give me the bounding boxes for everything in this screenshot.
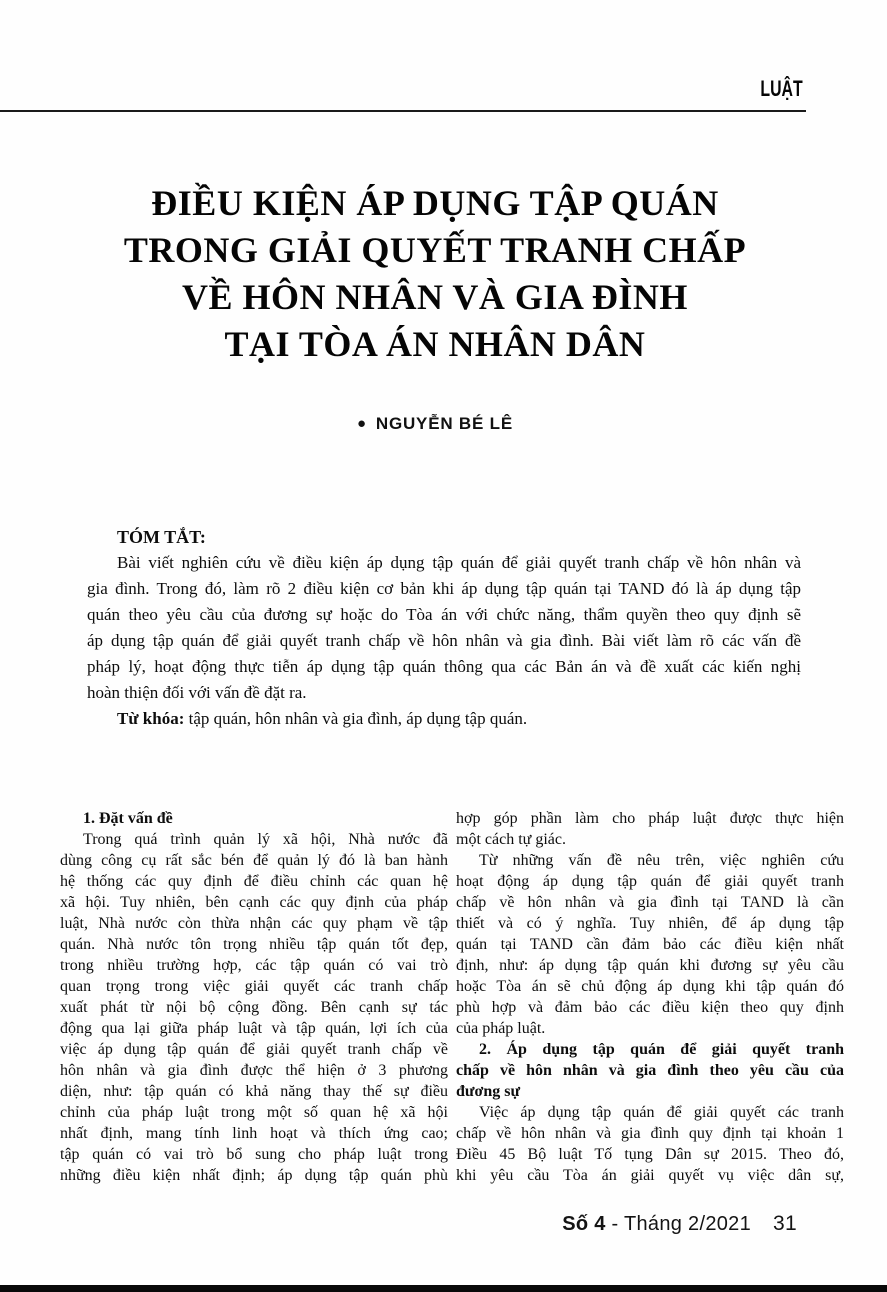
scan-bottom-edge [0,1285,887,1292]
page-number: 31 [773,1212,797,1235]
text-line: hoạt động áp dụng tập quán để giải quyết tranh [456,873,844,890]
text-line: định, như: áp dụng tập quán khi đương sự yêu cầu [456,957,844,974]
text-line: luật, Nhà nước còn thừa nhận các quy phạm về tập [60,915,448,932]
author-line [0,414,870,434]
keywords-text: tập quán, hôn nhân và gia đình, áp dụng tập quán. [184,709,528,728]
author-name: NGUYỄN BÉ LÊ [375,414,513,433]
header-rule [0,110,806,112]
text-line: chấp về hôn nhân và gia đình quy định tại khoản 1 [456,1125,844,1142]
text-line: 2. Áp dụng tập quán để giải quyết tranh [479,1041,844,1058]
text-line: của pháp luật. [456,1020,546,1037]
text-line: chấp về hôn nhân và gia đình tại TAND là cần [456,894,844,911]
text-line: VỀ HÔN NHÂN VÀ GIA ĐÌNH [182,277,688,317]
text-line: pháp lý, hoạt động thực tiễn áp dụng tập quán thông qua các Bản án và đề xuất các kiến nghị [87,657,801,676]
running-head-label: LUẬT [760,76,803,101]
text-line: ĐIỀU KIỆN ÁP DỤNG TẬP QUÁN [151,183,719,223]
text-line: xã hội. Tuy nhiên, bên cạnh các quy định của pháp [60,894,448,911]
text-line: TẠI TÒA ÁN NHÂN DÂN [224,324,646,364]
text-line: đương sự [456,1083,521,1100]
keywords-line [87,706,801,732]
text-line: chỉnh của pháp luật trong một số quan hệ xã hội [60,1104,448,1121]
right-column [456,808,844,1186]
text-line: quán tại TAND cần đảm bảo các điều kiện nhất [456,936,844,953]
abstract-section [87,524,801,732]
text-line: hoàn thiện đối với vấn đề đặt ra. [87,683,307,702]
text-line: Việc áp dụng tập quán để giải quyết các tranh [479,1104,844,1121]
text-line: hợp góp phần làm cho pháp luật được thực hiện [456,810,844,827]
text-line: một cách tự giác. [456,831,566,848]
left-column [60,808,448,1186]
text-line: trong nhiều trường hợp, các tập quán có vai trò [60,957,448,974]
text-line: quan trọng trong việc giải quyết các tranh chấp [60,978,448,995]
abstract-heading: TÓM TẮT: [117,527,206,547]
text-line: áp dụng tập quán để giải quyết tranh chấp về hôn nhân và gia đình. Bài viết làm rõ các vấn đề [87,631,801,650]
body-columns [60,808,844,1186]
issue-number: Số 4 [562,1213,606,1235]
author-bullet-icon: ● [357,415,367,432]
text-line: khi yêu cầu Tòa án giải quyết vụ việc dân sự, [456,1167,844,1184]
text-line: TRONG GIẢI QUYẾT TRANH CHẤP [123,230,747,270]
issue-date: - Tháng 2/2021 [605,1213,752,1235]
keywords-label: Từ khóa: [117,709,185,728]
article-title [40,180,830,368]
text-line: diện, như: tập quán có khả năng thay thế sự điều [60,1083,448,1100]
text-line: quán. Nhà nước tôn trọng nhiều tập quán tốt đẹp, [60,936,448,953]
text-line: Trong quá trình quản lý xã hội, Nhà nước đã [83,831,448,848]
text-line: thiết và có ý nghĩa. Tuy nhiên, để áp dụng tập [456,915,844,932]
page-footer [562,1212,797,1236]
text-line: hệ thống các quy định để điều chỉnh các quan hệ [60,873,448,890]
text-line: hôn nhân và gia đình được thể hiện ở 3 phương [60,1062,448,1079]
text-line: nhất định, mang tính linh hoạt và thích ứng cao; [60,1125,448,1142]
text-line: chấp về hôn nhân và gia đình theo yêu cầu của [456,1062,844,1079]
text-line: dùng công cụ rất sắc bén để quản lý đó là ban hành [60,852,448,869]
text-line: hoặc Tòa án sẽ chủ động áp dụng khi tập quán đó [456,978,844,995]
text-line: xuất phát từ nội bộ cộng đồng. Bên cạnh sự tác [60,999,448,1016]
text-line: 1. Đặt vấn đề [83,810,173,827]
text-line: Bài viết nghiên cứu về điều kiện áp dụng tập quán để giải quyết tranh chấp về hôn nhân và [117,553,801,572]
text-line: tập quán có vai trò bổ sung cho pháp luật trong [60,1146,448,1163]
text-line: quán theo yêu cầu của đương sự hoặc do Tòa án với chức năng, thẩm quyền theo quy định sẽ [87,605,801,624]
text-line: gia đình. Trong đó, làm rõ 2 điều kiện cơ bản khi áp dụng tập quán tại TAND đó là áp dụng tập [87,579,801,598]
text-line: động qua lại giữa pháp luật và tập quán, lợi ích của [60,1020,448,1037]
text-line: Từ những vấn đề nêu trên, việc nghiên cứu [479,852,844,869]
text-line: Điều 45 Bộ luật Tố tụng Dân sự 2015. Theo đó, [456,1146,844,1163]
text-line: việc áp dụng tập quán để giải quyết tranh chấp về [60,1041,448,1058]
abstract-text [87,550,801,706]
text-line: phù hợp và đảm bảo các điều kiện theo quy định [456,999,844,1016]
text-line: những điều kiện nhất định; áp dụng tập quán phù [60,1167,448,1184]
